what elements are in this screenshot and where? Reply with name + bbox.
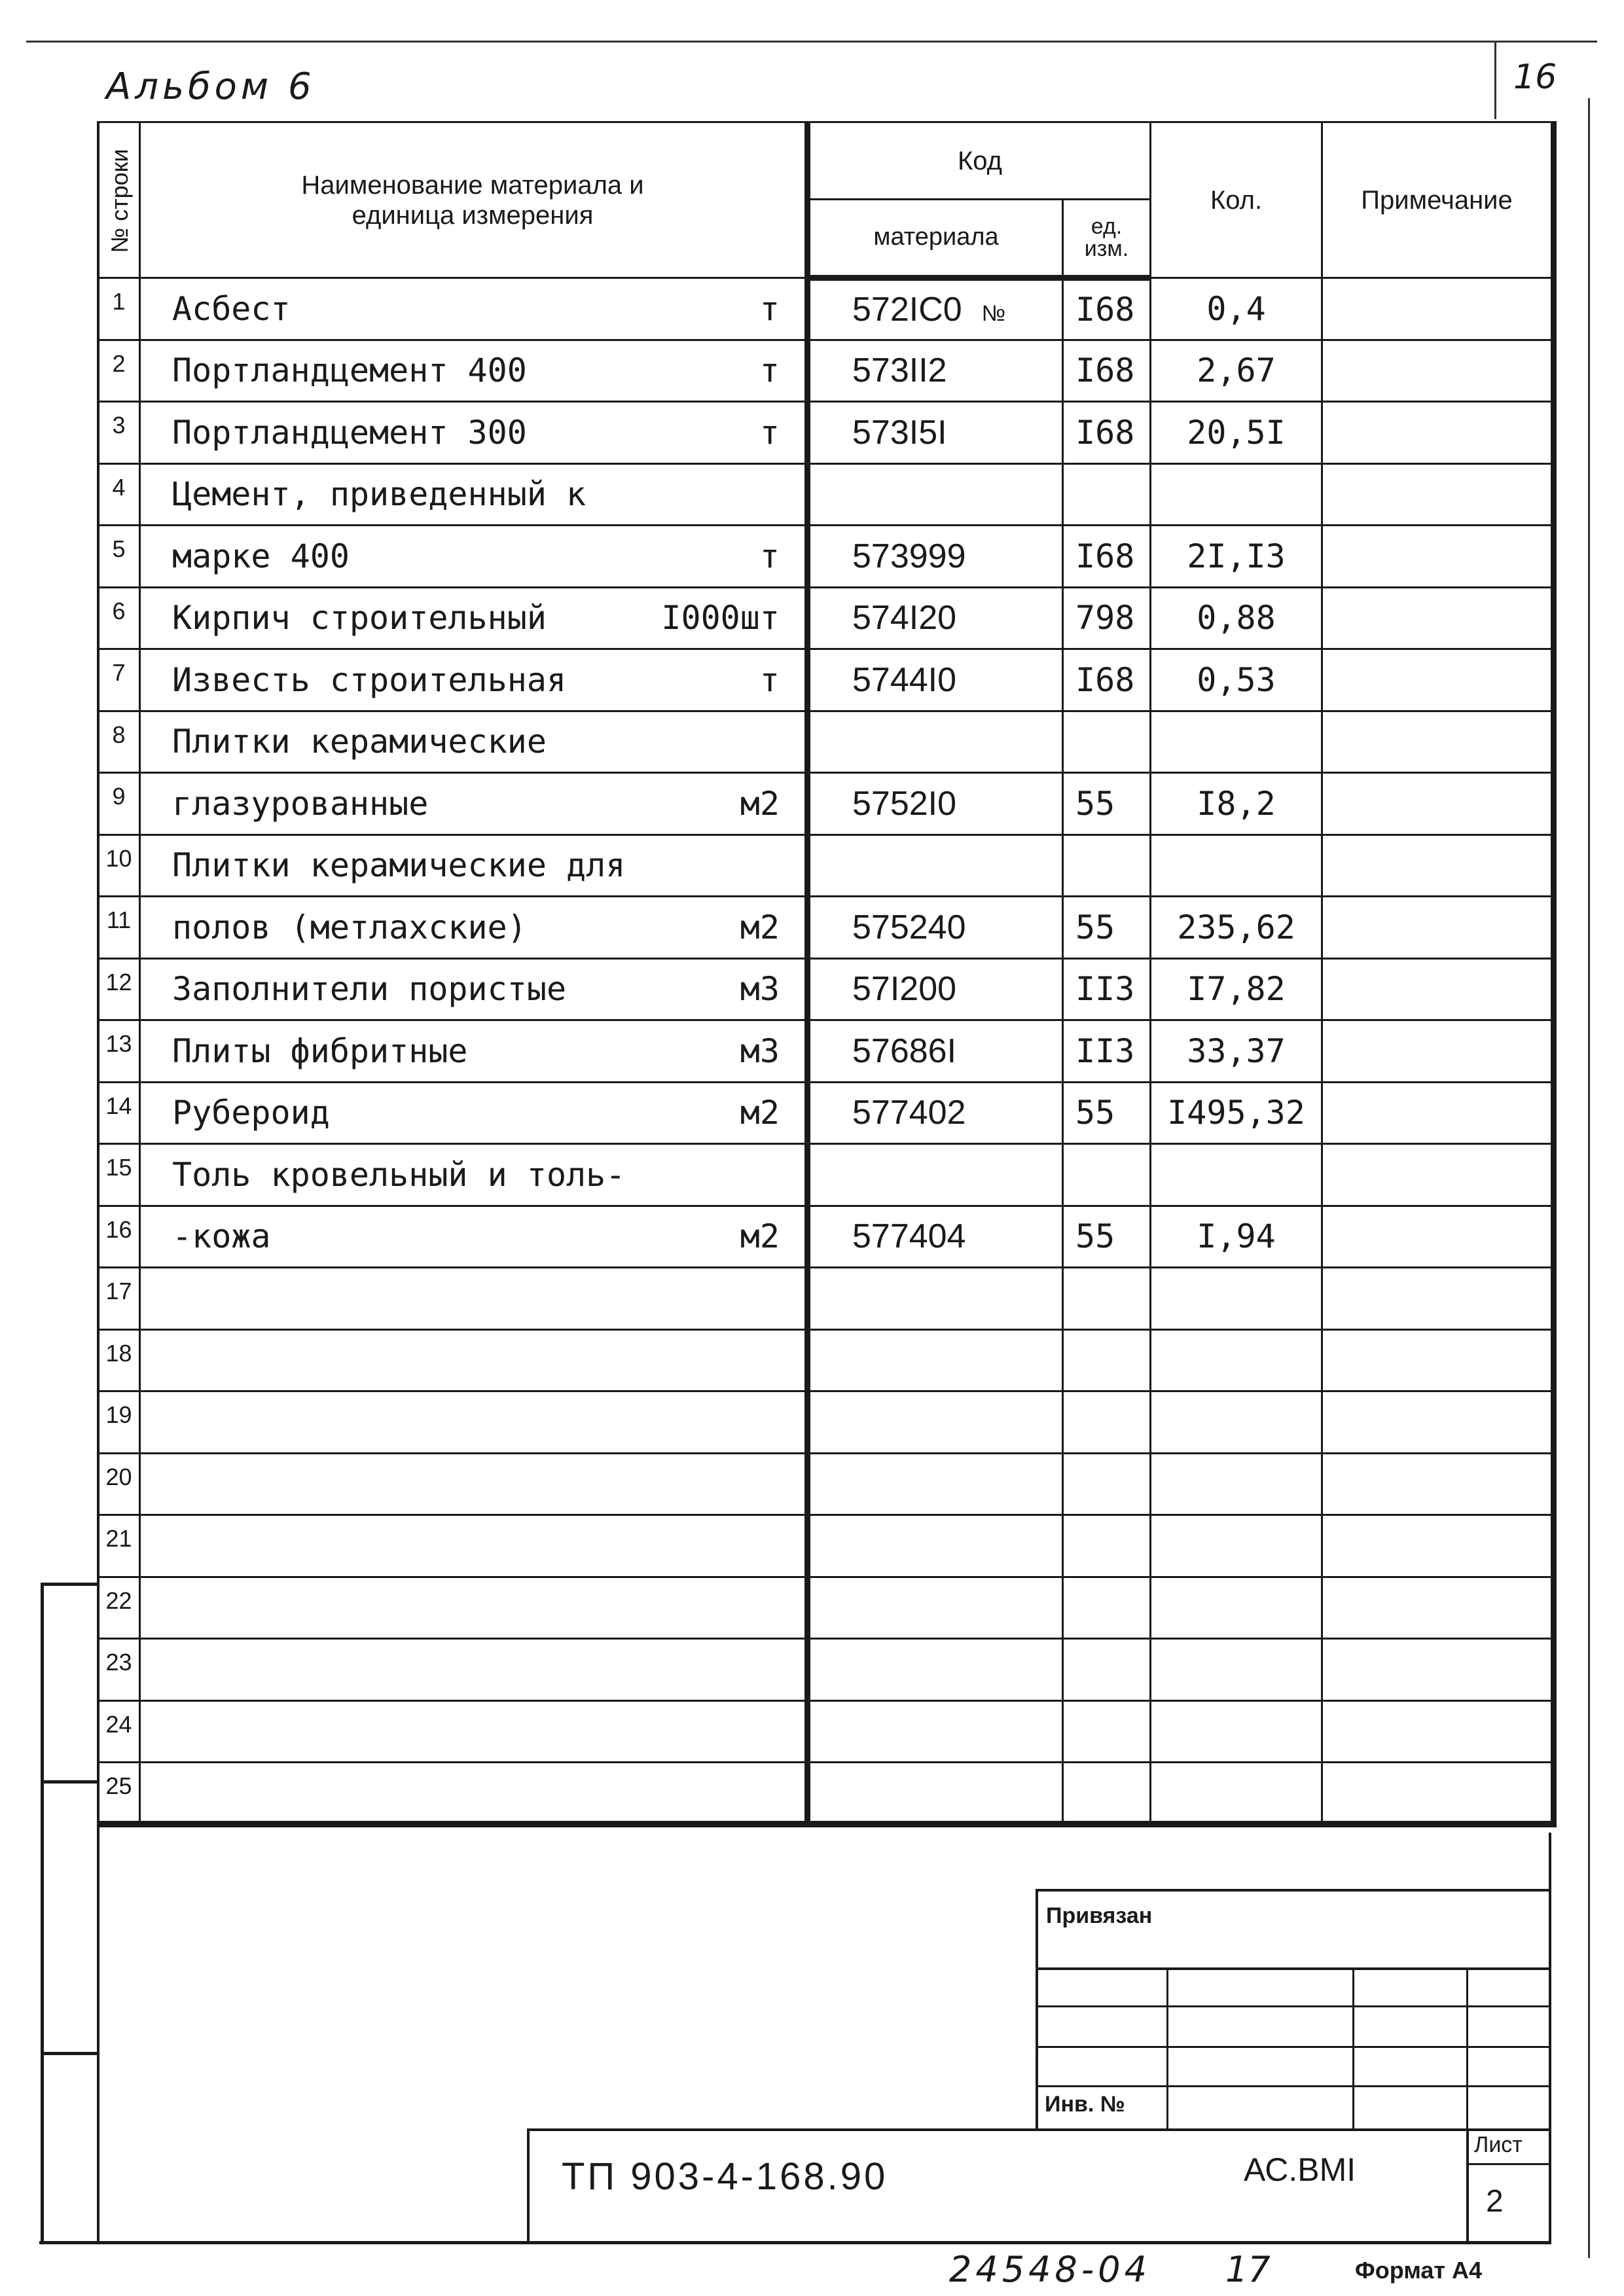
material-name-cell bbox=[140, 1144, 808, 1206]
quantity bbox=[1151, 1577, 1322, 1639]
material-name: -кожа bbox=[172, 1217, 271, 1256]
quantity bbox=[1151, 1144, 1322, 1206]
row-number: 1 bbox=[98, 278, 140, 340]
material-name: марке 400 bbox=[172, 537, 350, 575]
note bbox=[1322, 402, 1554, 464]
material-unit: т bbox=[759, 660, 780, 699]
material-code-cell bbox=[808, 1082, 1063, 1144]
note bbox=[1322, 1763, 1554, 1825]
material-code-cell bbox=[808, 1391, 1063, 1454]
material-name-cell bbox=[140, 1268, 808, 1330]
material-code-cell bbox=[808, 897, 1063, 959]
note bbox=[1322, 1206, 1554, 1268]
material-code-cell bbox=[808, 1020, 1063, 1083]
document-code: ТП 903-4-168.90 bbox=[562, 2155, 888, 2198]
inv-label: Инв. № bbox=[1045, 2092, 1125, 2117]
note bbox=[1322, 1639, 1554, 1701]
material-code-cell bbox=[808, 773, 1063, 835]
unit-code: I68 bbox=[1063, 278, 1151, 340]
material-code-cell bbox=[808, 1577, 1063, 1639]
material-unit: м2 bbox=[740, 908, 780, 946]
table-row bbox=[98, 1144, 1554, 1206]
material-name: Заполнители пористые bbox=[172, 970, 567, 1009]
material-unit: м3 bbox=[740, 1031, 780, 1070]
table-row bbox=[98, 1639, 1554, 1701]
material-name: Плитки керамические для bbox=[172, 846, 626, 885]
material-unit: т bbox=[759, 289, 780, 328]
table-row bbox=[98, 1206, 1554, 1268]
material-code-cell bbox=[808, 1206, 1063, 1268]
margin-mark-2 bbox=[41, 2052, 97, 2055]
row-number: 6 bbox=[98, 587, 140, 649]
quantity: 33,37 bbox=[1151, 1020, 1322, 1083]
material-name: Известь строительная bbox=[172, 660, 567, 699]
material-name: Портландцемент 400 bbox=[172, 351, 527, 390]
material-name-cell bbox=[140, 340, 808, 402]
code-header: Код bbox=[808, 122, 1151, 200]
material-code-cell bbox=[808, 402, 1063, 464]
format-label: Формат А4 bbox=[1355, 2257, 1483, 2284]
material-unit: м2 bbox=[740, 1217, 780, 1256]
material-name-cell bbox=[140, 834, 808, 897]
note bbox=[1322, 1329, 1554, 1391]
unit-code: 55 bbox=[1063, 773, 1151, 835]
quantity bbox=[1151, 1453, 1322, 1515]
quantity: 235,62 bbox=[1151, 897, 1322, 959]
unit-code: 55 bbox=[1063, 1206, 1151, 1268]
note bbox=[1322, 463, 1554, 526]
quantity bbox=[1151, 1391, 1322, 1454]
material-unit: м2 bbox=[740, 784, 780, 823]
quantity bbox=[1151, 1639, 1322, 1701]
material-name-cell bbox=[140, 1453, 808, 1515]
table-row bbox=[98, 897, 1554, 959]
row-number: 17 bbox=[98, 1268, 140, 1330]
material-code-cell bbox=[808, 1763, 1063, 1825]
material-name-cell bbox=[140, 1700, 808, 1763]
material-code: 577402 bbox=[852, 1094, 966, 1132]
page-corner-number: 16 bbox=[1513, 58, 1557, 97]
material-code: 572IC0 bbox=[852, 291, 962, 329]
tb-v3 bbox=[1466, 1967, 1468, 2131]
material-code: 577404 bbox=[852, 1217, 966, 1256]
table-row bbox=[98, 1453, 1554, 1515]
unit-code bbox=[1063, 1515, 1151, 1577]
table-row bbox=[98, 649, 1554, 711]
material-code: 573II2 bbox=[852, 351, 947, 390]
bound-label: Привязан bbox=[1046, 1903, 1153, 1928]
note bbox=[1322, 1515, 1554, 1577]
quantity bbox=[1151, 1700, 1322, 1763]
tb-h3 bbox=[1036, 2046, 1551, 2048]
material-name: Портландцемент 300 bbox=[172, 413, 527, 452]
quantity: 20,5I bbox=[1151, 402, 1322, 464]
table-row bbox=[98, 1577, 1554, 1639]
material-code-cell bbox=[808, 1453, 1063, 1515]
row-number: 13 bbox=[98, 1020, 140, 1083]
material-name-cell bbox=[140, 897, 808, 959]
row-number: 18 bbox=[98, 1329, 140, 1391]
material-name: Кирпич строительный bbox=[172, 599, 547, 637]
quantity: I495,32 bbox=[1151, 1082, 1322, 1144]
material-code-cell bbox=[808, 711, 1063, 773]
note bbox=[1322, 1268, 1554, 1330]
row-number: 7 bbox=[98, 649, 140, 711]
material-code: 5744I0 bbox=[852, 660, 957, 699]
material-name-cell bbox=[140, 1391, 808, 1454]
quantity: I7,82 bbox=[1151, 958, 1322, 1020]
material-name-cell bbox=[140, 402, 808, 464]
material-name: Асбест bbox=[172, 289, 291, 328]
material-code: 574I20 bbox=[852, 599, 957, 637]
material-code-cell bbox=[808, 340, 1063, 402]
material-code-cell bbox=[808, 649, 1063, 711]
row-number: 16 bbox=[98, 1206, 140, 1268]
unit-code bbox=[1063, 1700, 1151, 1763]
material-code-cell bbox=[808, 1144, 1063, 1206]
note bbox=[1322, 1453, 1554, 1515]
unit-code bbox=[1063, 1453, 1151, 1515]
material-unit: м2 bbox=[740, 1094, 780, 1132]
quantity bbox=[1151, 1515, 1322, 1577]
material-code: 573I5I bbox=[852, 413, 947, 452]
unit-code bbox=[1063, 1763, 1151, 1825]
material-name-cell bbox=[140, 1020, 808, 1083]
row-number: 11 bbox=[98, 897, 140, 959]
material-unit: т bbox=[759, 537, 780, 575]
table-row bbox=[98, 1268, 1554, 1330]
quantity: I8,2 bbox=[1151, 773, 1322, 835]
row-number-header-cell bbox=[98, 122, 140, 278]
margin-mark-1 bbox=[41, 1780, 97, 1784]
tb-h1 bbox=[1036, 1967, 1551, 1970]
note bbox=[1322, 587, 1554, 649]
table-row bbox=[98, 958, 1554, 1020]
material-name-cell bbox=[140, 463, 808, 526]
row-number: 20 bbox=[98, 1453, 140, 1515]
sheet-divider-h bbox=[1466, 2163, 1551, 2165]
quantity bbox=[1151, 1329, 1322, 1391]
unit-code: 798 bbox=[1063, 587, 1151, 649]
quantity: 0,53 bbox=[1151, 649, 1322, 711]
row-number: 14 bbox=[98, 1082, 140, 1144]
materials-table bbox=[97, 121, 1557, 1827]
material-code-header: материала bbox=[808, 200, 1063, 278]
material-name-cell bbox=[140, 278, 808, 340]
row-number: 2 bbox=[98, 340, 140, 402]
quantity bbox=[1151, 1268, 1322, 1330]
note bbox=[1322, 1020, 1554, 1083]
quantity: 0,88 bbox=[1151, 587, 1322, 649]
unit-code bbox=[1063, 463, 1151, 526]
sheet-label: Лист bbox=[1474, 2132, 1523, 2157]
material-name-cell bbox=[140, 1515, 808, 1577]
material-code: 573999 bbox=[852, 537, 966, 575]
material-name-cell bbox=[140, 773, 808, 835]
material-unit: м3 bbox=[740, 970, 780, 1009]
quantity: 2,67 bbox=[1151, 340, 1322, 402]
material-name-cell bbox=[140, 587, 808, 649]
note bbox=[1322, 711, 1554, 773]
unit-code-header: ед. изм. bbox=[1063, 200, 1151, 278]
row-number: 5 bbox=[98, 526, 140, 588]
material-code-cell bbox=[808, 278, 1063, 340]
note bbox=[1322, 526, 1554, 588]
table-row bbox=[98, 1515, 1554, 1577]
note bbox=[1322, 1144, 1554, 1206]
row-number: 25 bbox=[98, 1763, 140, 1825]
unit-code bbox=[1063, 1329, 1151, 1391]
material-name: Плиты фибритные bbox=[172, 1031, 468, 1070]
material-name: Рубероид bbox=[172, 1094, 330, 1132]
table-row bbox=[98, 340, 1554, 402]
unit-code bbox=[1063, 1577, 1151, 1639]
row-number: 21 bbox=[98, 1515, 140, 1577]
material-name-cell bbox=[140, 1329, 808, 1391]
unit-code bbox=[1063, 1391, 1151, 1454]
material-code-cell bbox=[808, 1268, 1063, 1330]
material-name-cell bbox=[140, 526, 808, 588]
table-row bbox=[98, 711, 1554, 773]
table-row bbox=[98, 1082, 1554, 1144]
material-code: 57I200 bbox=[852, 970, 957, 1009]
right-frame-line bbox=[1588, 98, 1590, 2258]
material-name: Цемент, приведенный к bbox=[172, 475, 586, 514]
table-row bbox=[98, 834, 1554, 897]
section-code: АС.ВМI bbox=[1244, 2151, 1356, 2188]
material-name-cell bbox=[140, 711, 808, 773]
unit-code: II3 bbox=[1063, 1020, 1151, 1083]
row-number: 15 bbox=[98, 1144, 140, 1206]
table-row bbox=[98, 1391, 1554, 1454]
quantity bbox=[1151, 711, 1322, 773]
unit-code: I68 bbox=[1063, 402, 1151, 464]
material-code-cell bbox=[808, 587, 1063, 649]
table-row bbox=[98, 278, 1554, 340]
material-name-cell bbox=[140, 649, 808, 711]
tb-h2 bbox=[1036, 2005, 1551, 2007]
material-code: 5752I0 bbox=[852, 784, 957, 823]
row-number: 24 bbox=[98, 1700, 140, 1763]
quantity: 2I,I3 bbox=[1151, 526, 1322, 588]
sheet-divider-v bbox=[1466, 2128, 1469, 2244]
corner-divider bbox=[1494, 41, 1496, 119]
material-code: 575240 bbox=[852, 908, 966, 946]
quantity bbox=[1151, 463, 1322, 526]
material-unit: т bbox=[759, 351, 780, 390]
material-code-cell bbox=[808, 1639, 1063, 1701]
table-row bbox=[98, 1700, 1554, 1763]
unit-code: I68 bbox=[1063, 649, 1151, 711]
row-number: 8 bbox=[98, 711, 140, 773]
table-row bbox=[98, 773, 1554, 835]
note bbox=[1322, 1700, 1554, 1763]
table-row bbox=[98, 1329, 1554, 1391]
tb-h4 bbox=[1036, 2085, 1551, 2087]
unit-code: 55 bbox=[1063, 897, 1151, 959]
unit-code bbox=[1063, 1639, 1151, 1701]
material-name: полов (метлахские) bbox=[172, 908, 527, 946]
material-name-cell bbox=[140, 1082, 808, 1144]
unit-code bbox=[1063, 834, 1151, 897]
note bbox=[1322, 773, 1554, 835]
material-name-cell bbox=[140, 1639, 808, 1701]
unit-code: I68 bbox=[1063, 526, 1151, 588]
material-name-cell bbox=[140, 958, 808, 1020]
handwritten-page: 17 bbox=[1225, 2249, 1271, 2290]
note bbox=[1322, 897, 1554, 959]
table-row bbox=[98, 587, 1554, 649]
table-row bbox=[98, 1763, 1554, 1825]
quantity-header: Кол. bbox=[1151, 122, 1322, 278]
unit-code: II3 bbox=[1063, 958, 1151, 1020]
quantity: 0,4 bbox=[1151, 278, 1322, 340]
row-number: 12 bbox=[98, 958, 140, 1020]
material-name-cell bbox=[140, 1577, 808, 1639]
material-name-cell bbox=[140, 1763, 808, 1825]
row-number: 4 bbox=[98, 463, 140, 526]
quantity bbox=[1151, 1763, 1322, 1825]
material-code-cell bbox=[808, 834, 1063, 897]
quantity: I,94 bbox=[1151, 1206, 1322, 1268]
quantity bbox=[1151, 834, 1322, 897]
table-row bbox=[98, 526, 1554, 588]
note bbox=[1322, 958, 1554, 1020]
material-name: Толь кровельный и толь- bbox=[172, 1155, 626, 1194]
material-code-cell bbox=[808, 1700, 1063, 1763]
code-mark: № bbox=[981, 301, 1006, 327]
margin-bracket bbox=[41, 1583, 97, 2242]
note-header: Примечание bbox=[1322, 122, 1554, 278]
row-number: 23 bbox=[98, 1639, 140, 1701]
material-name: Плитки керамические bbox=[172, 723, 547, 761]
material-code-cell bbox=[808, 526, 1063, 588]
row-number: 19 bbox=[98, 1391, 140, 1454]
top-frame-line bbox=[26, 41, 1597, 43]
row-number-header: № строки bbox=[106, 149, 133, 253]
table-row bbox=[98, 402, 1554, 464]
material-name: глазурованные bbox=[172, 784, 429, 823]
material-name-cell bbox=[140, 1206, 808, 1268]
note bbox=[1322, 278, 1554, 340]
note bbox=[1322, 834, 1554, 897]
unit-code bbox=[1063, 711, 1151, 773]
row-number: 3 bbox=[98, 402, 140, 464]
note bbox=[1322, 649, 1554, 711]
note bbox=[1322, 340, 1554, 402]
material-code-cell bbox=[808, 1329, 1063, 1391]
material-code-cell bbox=[808, 958, 1063, 1020]
tb-v1 bbox=[1166, 1967, 1168, 2131]
album-title: Альбом 6 bbox=[106, 65, 316, 108]
table-row bbox=[98, 1020, 1554, 1083]
tb-v2 bbox=[1352, 1967, 1354, 2131]
material-unit: I000шт bbox=[661, 599, 780, 637]
unit-code bbox=[1063, 1268, 1151, 1330]
material-unit: т bbox=[759, 413, 780, 452]
unit-code: I68 bbox=[1063, 340, 1151, 402]
material-code: 57686I bbox=[852, 1031, 957, 1070]
name-header: Наименование материала и единица измерения bbox=[140, 122, 808, 278]
table-row bbox=[98, 463, 1554, 526]
note bbox=[1322, 1391, 1554, 1454]
handwritten-number: 24548-04 bbox=[949, 2249, 1151, 2290]
unit-code bbox=[1063, 1144, 1151, 1206]
row-number: 10 bbox=[98, 834, 140, 897]
material-code-cell bbox=[808, 463, 1063, 526]
unit-code: 55 bbox=[1063, 1082, 1151, 1144]
note bbox=[1322, 1082, 1554, 1144]
sheet-number: 2 bbox=[1486, 2184, 1504, 2219]
row-number: 22 bbox=[98, 1577, 140, 1639]
note bbox=[1322, 1577, 1554, 1639]
material-code-cell bbox=[808, 1515, 1063, 1577]
row-number: 9 bbox=[98, 773, 140, 835]
